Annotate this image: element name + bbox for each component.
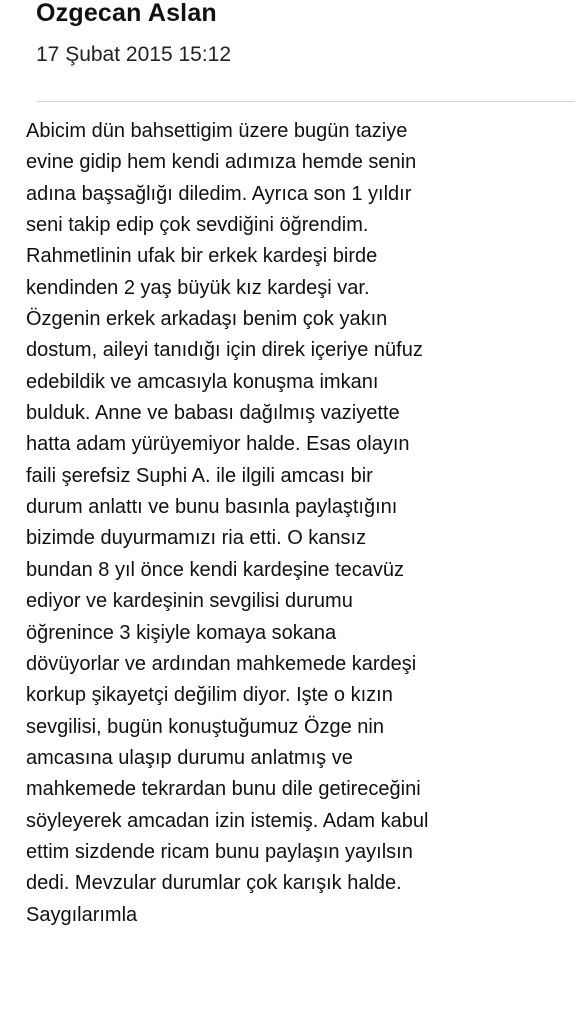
- message-line: bundan 8 yıl önce kendi kardeşine tecavüz: [26, 558, 405, 581]
- message-line: dostum, aileyi tanıdığı için direk içeriye nüfuz: [26, 339, 423, 362]
- message-body: [26, 116, 566, 931]
- message-line: seni takip edip çok sevdiğini öğrendim.: [26, 214, 369, 237]
- message-line: evine gidip hem kendi adımıza hemde senin: [26, 151, 417, 174]
- message-line: Abicim dün bahsettigim üzere bugün taziye: [26, 120, 408, 142]
- message-line: dövüyorlar ve ardından mahkemede kardeşi: [26, 652, 417, 675]
- message-line: edebildik ve amcasıyla konuşma imkanı: [26, 370, 379, 393]
- message-line: adına başsağlığı diledim. Ayrıca son 1 yıldır: [26, 182, 412, 205]
- message-line: dedi. Mevzular durumlar çok karışık halde.: [26, 872, 402, 895]
- message-line: ettim sizdende ricam bunu paylaşın yayılsın: [26, 840, 413, 863]
- message-line: Özgenin erkek arkadaşı benim çok yakın: [26, 308, 388, 331]
- message-line: sevgilisi, bugün konuştuğumuz Özge nin: [26, 715, 384, 738]
- message-line: hatta adam yürüyemiyor halde. Esas olayın: [26, 433, 410, 456]
- message-header: [36, 0, 575, 68]
- message-line: faili şerefsiz Suphi A. ile ilgili amcası bir: [26, 464, 373, 487]
- message-line: amcasına ulaşıp durumu anlatmış ve: [26, 746, 353, 769]
- message-line: öğrenince 3 kişiyle komaya sokana: [26, 621, 337, 644]
- message-line: bizimde duyurmamızı ria etti. O kansız: [26, 527, 367, 550]
- message-line: ediyor ve kardeşinin sevgilisi durumu: [26, 590, 353, 613]
- header-divider: [36, 101, 575, 102]
- message-line: Saygılarımla: [26, 903, 138, 926]
- sender-name: Ozgecan Aslan: [36, 0, 217, 27]
- message-line: Rahmetlinin ufak bir erkek kardeşi birde: [26, 245, 378, 268]
- message-line: korkup şikayetçi değilim diyor. Işte o kızın: [26, 684, 393, 707]
- message-line: bulduk. Anne ve babası dağılmış vaziyette: [26, 402, 400, 425]
- message-line: söyleyerek amcadan izin istemiş. Adam kabul: [26, 809, 429, 832]
- message-date: 17 Şubat 2015 15:12: [36, 43, 232, 66]
- message-line: mahkemede tekrardan bunu dile getireceğini: [26, 778, 421, 801]
- message-line: durum anlattı ve bunu basınla paylaştığını: [26, 496, 398, 519]
- message-line: kendinden 2 yaş büyük kız kardeşi var.: [26, 276, 370, 299]
